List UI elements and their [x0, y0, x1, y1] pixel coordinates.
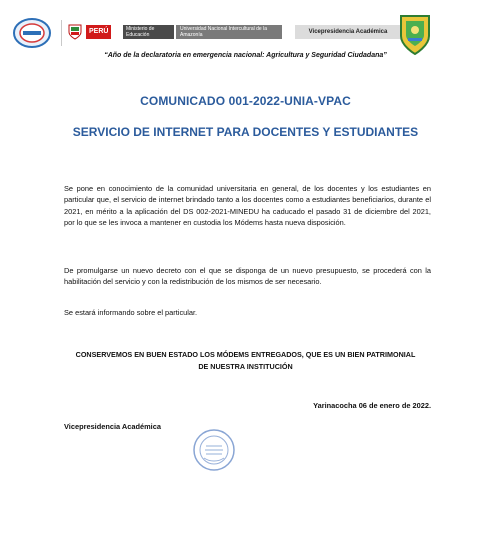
official-stamp-icon — [192, 428, 236, 472]
university-crest-icon — [398, 12, 432, 56]
header-divider — [61, 20, 62, 46]
document-date: Yarinacocha 06 de enero de 2022. — [313, 401, 431, 410]
signer-office: Vicepresidencia Académica — [64, 422, 161, 431]
office-label: Vicepresidencia Académica — [295, 25, 401, 39]
body-paragraph-2: De promulgarse un nuevo decreto con el que se disponga de un nuevo presupuesto, se procederá con la habilitación del servicio y con la redistribución de los mismos de ser necesario. — [64, 266, 431, 287]
university-label: Universidad Nacional Intercultural de la Amazonía — [176, 25, 282, 39]
peru-shield-icon — [68, 24, 82, 40]
communique-title: COMUNICADO 001-2022-UNIA-VPAC — [140, 94, 351, 108]
communique-subtitle: SERVICIO DE INTERNET PARA DOCENTES Y ESTUDIANTES — [72, 125, 419, 139]
emblem-logo-icon — [12, 16, 52, 50]
letterhead — [12, 14, 482, 54]
ministry-label: Ministerio de Educación — [123, 25, 174, 39]
year-motto: “Año de la declaratoria en emergencia nacional: Agricultura y Seguridad Ciudadana” — [104, 52, 387, 59]
closing-statement: CONSERVEMOS EN BUEN ESTADO LOS MÓDEMS ENTREGADOS, QUE ES UN BIEN PATRIMONIAL DE NUESTRA INSTITUCIÓN — [75, 350, 416, 371]
body-paragraph-3: Se estará informando sobre el particular. — [64, 308, 198, 317]
body-paragraph-1: Se pone en conocimiento de la comunidad universitaria en general, de los docentes y los estudiantes en particular que, el servicio de internet brindado tanto a los docentes como a estudiantes beneficiarios, durante el 2021, en mérito a la aplicación del DS 002-2021-MINEDU ha caducado el pasado 31 de diciembre del 2021, por lo que se les invoca a mantener en custodia los Módems hasta nueva disposición. — [64, 184, 431, 227]
peru-label: PERÚ — [86, 25, 111, 39]
